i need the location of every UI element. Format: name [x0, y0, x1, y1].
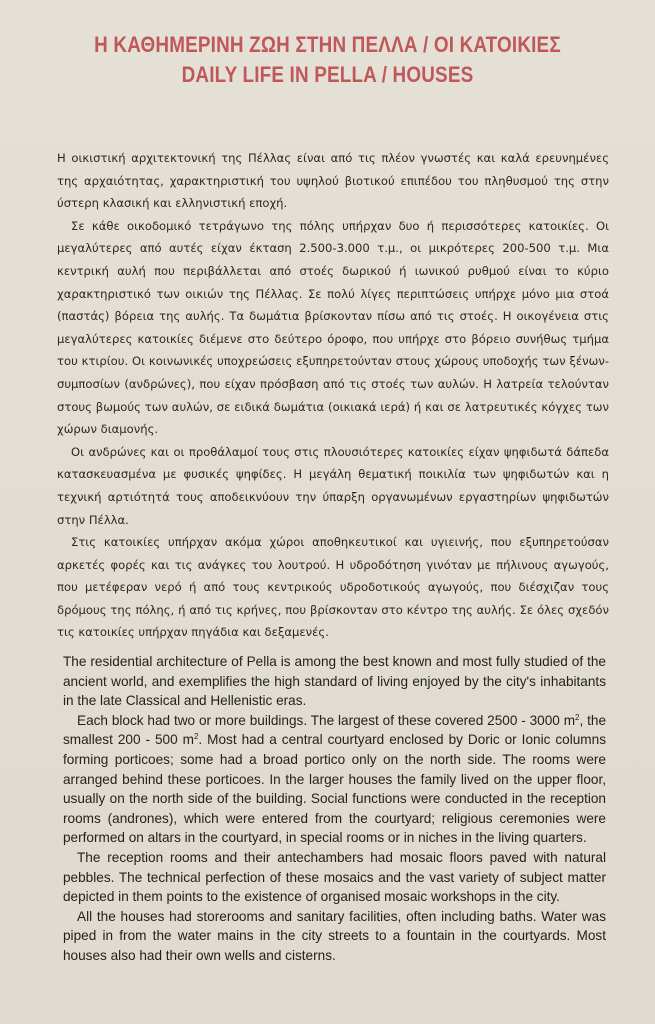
superscript-squared: 2 — [575, 712, 580, 722]
greek-paragraph: Στις κατοικίες υπήρχαν ακόμα χώροι αποθηκευτικοί και υγιεινής, που εξυπηρετούσαν αρκετές φορές και τις ανάγκες του λουτρού. Η υδροδότηση γινόταν με πήλινους αγωγούς, που μετέφεραν νερό ή από τους κεντρικούς υδροδοτικούς αγωγούς, που διέσχιζαν τους δρόμους της πόλης, ή από τις κρήνες, που βρίσκονταν στο κέντρο της αυλής. Σε όλες σχεδόν τις κατοικίες υπήρχαν πηγάδια και δεξαμενές. — [57, 535, 609, 640]
english-text-segment: Each block had two or more buildings. The largest of these covered 2500 - 3000 m — [77, 712, 576, 728]
page-title-greek: Η ΚΑΘΗΜΕΡΙΝΗ ΖΩΗ ΣΤΗΝ ΠΕΛΛΑ / ΟΙ ΚΑΤΟΙΚΙΕΣ — [94, 32, 561, 57]
greek-paragraph: Οι ανδρώνες και οι προθάλαμοί τους στις πλουσιότερες κατοικίες είχαν ψηφιδωτά δάπεδα κατασκευασμένα με φυσικές ψηφίδες. Η μεγάλη θεματική ποικιλία των ψηφιδωτών και η τεχνική αρτιότητά τους αποδεικνύουν την ύπαρξη οργανωμένων εργαστηρίων ψηφιδωτών στην Πέλλα. — [57, 444, 609, 527]
superscript-squared: 2 — [193, 732, 199, 742]
english-paragraph: All the houses had storerooms and sanitary facilities, often including baths. Water was piped in from the water mains in the city streets to a fountain in the courtyards. Most houses also had their own wells and cisterns. — [63, 908, 606, 963]
english-paragraph: The reception rooms and their antechambers had mosaic floors paved with natural pebbles. The technical perfection of these mosaics and the vast variety of subject matter depicted in them points to the existence of organised mosaic workshops in the city. — [63, 849, 606, 905]
english-text-segment: , the smallest 200 - 500 m — [63, 712, 607, 748]
page-title-english: DAILY LIFE IN PELLA / HOUSES — [181, 62, 474, 87]
english-text-block — [63, 652, 606, 966]
english-text-segment: . Most had a central courtyard enclosed by Doric or Ionic columns forming porticoes; some had a broad portico only on the north side. The rooms were arranged behind these porticoes. In the larger houses the family lived on the upper floor, usually on the north side of the building. Social functions were conducted in the reception rooms (andrones), which were entered from the courtyard; religious ceremonies were performed on altars in the courtyard, in special rooms or in niches in the living quarters. — [63, 732, 606, 846]
greek-paragraph: Η οικιστική αρχιτεκτονική της Πέλλας είναι από τις πλέον γνωστές και καλά ερευνημένες της αρχαιότητας, χαρακτηριστική του υψηλού βιοτικού επιπέδου του πληθυσμού της στην ύστερη κλασική και ελληνιστική εποχή. — [57, 151, 609, 211]
greek-text-block — [57, 147, 609, 644]
english-paragraph — [63, 711, 606, 848]
title-block — [0, 30, 655, 90]
english-paragraph: The residential architecture of Pella is among the best known and most fully studied of the ancient world, and exemplifies the high standard of living enjoyed by the city's inhabitants in the late Classical and Hellenistic eras. — [63, 654, 606, 709]
greek-paragraph: Σε κάθε οικοδομικό τετράγωνο της πόλης υπήρχαν δυο ή περισσότερες κατοικίες. Οι μεγαλύτερες από αυτές είχαν έκταση 2.500-3.000 τ.μ., οι μικρότερες 200-500 τ.μ. Μια κεντρική αυλή που περιβάλλεται από στοές δωρικού ή ιωνικού ρυθμού είναι το κύριο χαρακτηριστικό των οικιών της Πέλλας. Σε πολύ λίγες περιπτώσεις υπήρχε μόνο μια στοά (παστάς) βόρεια της αυλής. Τα δωμάτια βρίσκονταν πίσω από τις στοές. Η οικογένεια στις μεγαλύτερες κατοικίες διέμενε στο δεύτερο όροφο, που υπήρχε στο βόρειο συνήθως τμήμα του κτιρίου. Οι κοινωνικές υποχρεώσεις εξυπηρετούνταν στους χώρους υποδοχής των ξένων-συμποσίων (ανδρώνες), που είχαν πρόσβαση από τις στοές των αυλών. Η λατρεία τελούνταν στους βωμούς των αυλών, σε ειδικά δωμάτια (οικιακά ιερά) ή και σε λατρευτικές κόγχες των χώρων διαμονής. — [57, 218, 609, 437]
